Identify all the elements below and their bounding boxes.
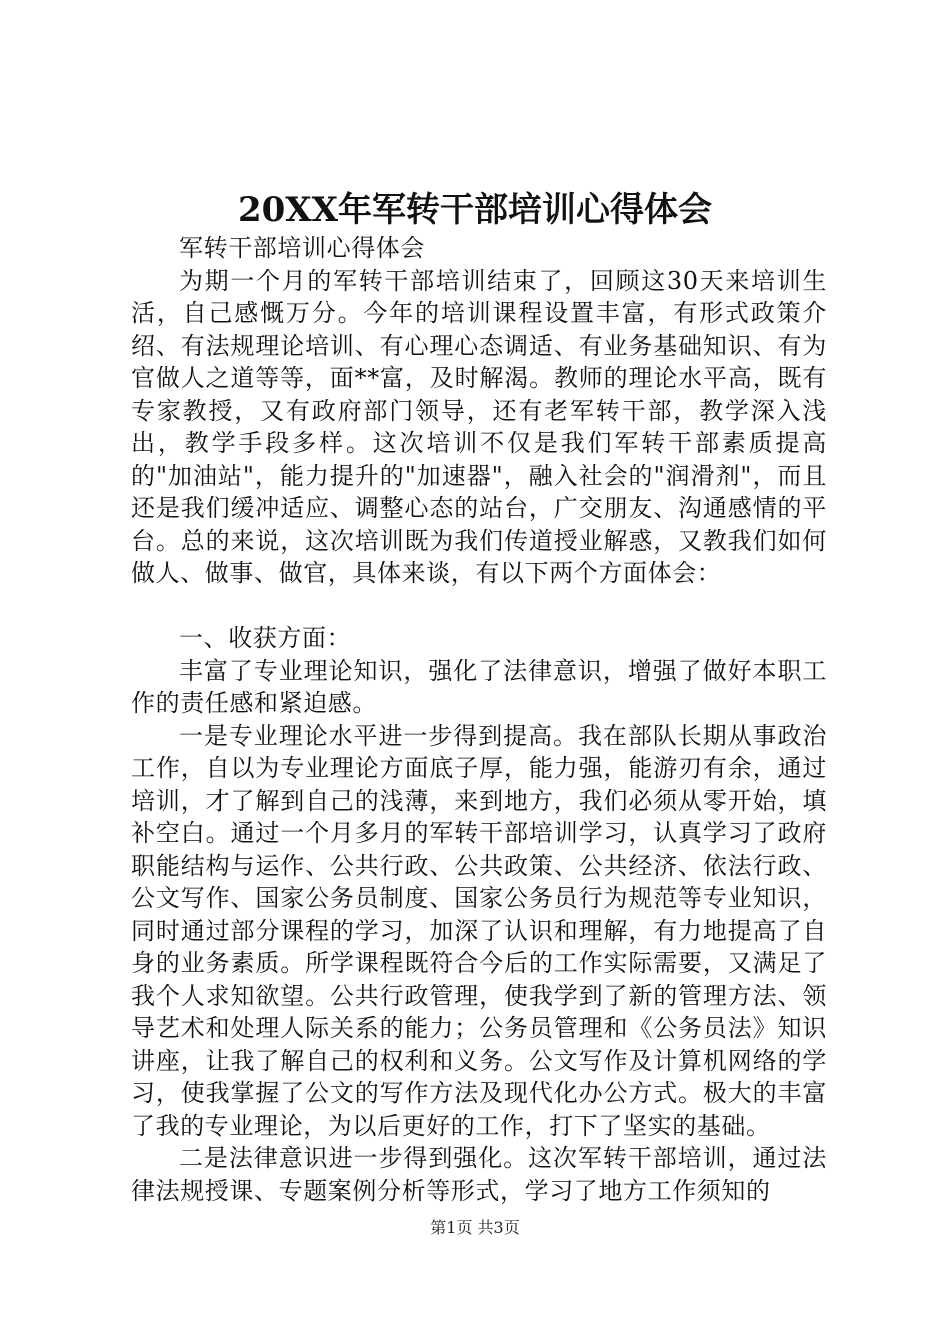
document-title: 20XX年军转干部培训心得体会 [237,190,713,230]
subtitle-paragraph: 军转干部培训心得体会 [179,234,425,262]
page-footer: 第1页 共3页 [430,1218,520,1237]
summary-paragraph: 丰富了专业理论知识，强化了法律意识，增强了做好本职工作的责任感和紧迫感。 [131,656,827,717]
paragraph-gap [131,590,827,623]
point-two-paragraph: 二是法律意识进一步得到强化。这次军转干部培训，通过法律法规授课、专题案例分析等形式，学习了地方工作须知的 [131,1144,827,1205]
section-heading: 一、收获方面： [179,624,352,652]
point-one-paragraph: 一是专业理论水平进一步得到提高。我在部队长期从事政治工作，自以为专业理论方面底子厚，能力强，能游刃有余，通过培训，才了解到自己的浅薄，来到地方，我们必须从零开始，填补空白。通过一个月多月的军转干部培训学习，认真学习了政府职能结构与运作、公共行政、公共政策、公共经济、依法行政、公文写作、国家公务员制度、国家公务员行为规范等专业知识，同时通过部分课程的学习，加深了认识和理解，有力地提高了自身的业务素质。所学课程既符合今后的工作实际需要，又满足了我个人求知欲望。公共行政管理，使我学到了新的管理方法、领导艺术和处理人际关系的能力；公务员管理和《公务员法》知识讲座，让我了解自己的权利和义务。公文写作及计算机网络的学习，使我掌握了公文的写作方法及现代化办公方式。极大的丰富了我的专业理论，为以后更好的工作，打下了坚实的基础。 [131,721,827,1140]
document-body [131,232,827,1207]
intro-paragraph: 为期一个月的军转干部培训结束了，回顾这30天来培训生活，自己感慨万分。今年的培训课程设置丰富，有形式政策介绍、有法规理论培训、有心理心态调适、有业务基础知识、有为官做人之道等等，面**富，及时解渴。教师的理论水平高，既有专家教授，又有政府部门领导，还有老军转干部，教学深入浅出，教学手段多样。这次培训不仅是我们军转干部素质提高的"加油站"，能力提升的"加速器"，融入社会的"润滑剂"，而且还是我们缓冲适应、调整心态的站台，广交朋友、沟通感情的平台。总的来说，这次培训既为我们传道授业解惑，又教我们如何做人、做事、做官，具体来谈，有以下两个方面体会： [131,266,827,587]
